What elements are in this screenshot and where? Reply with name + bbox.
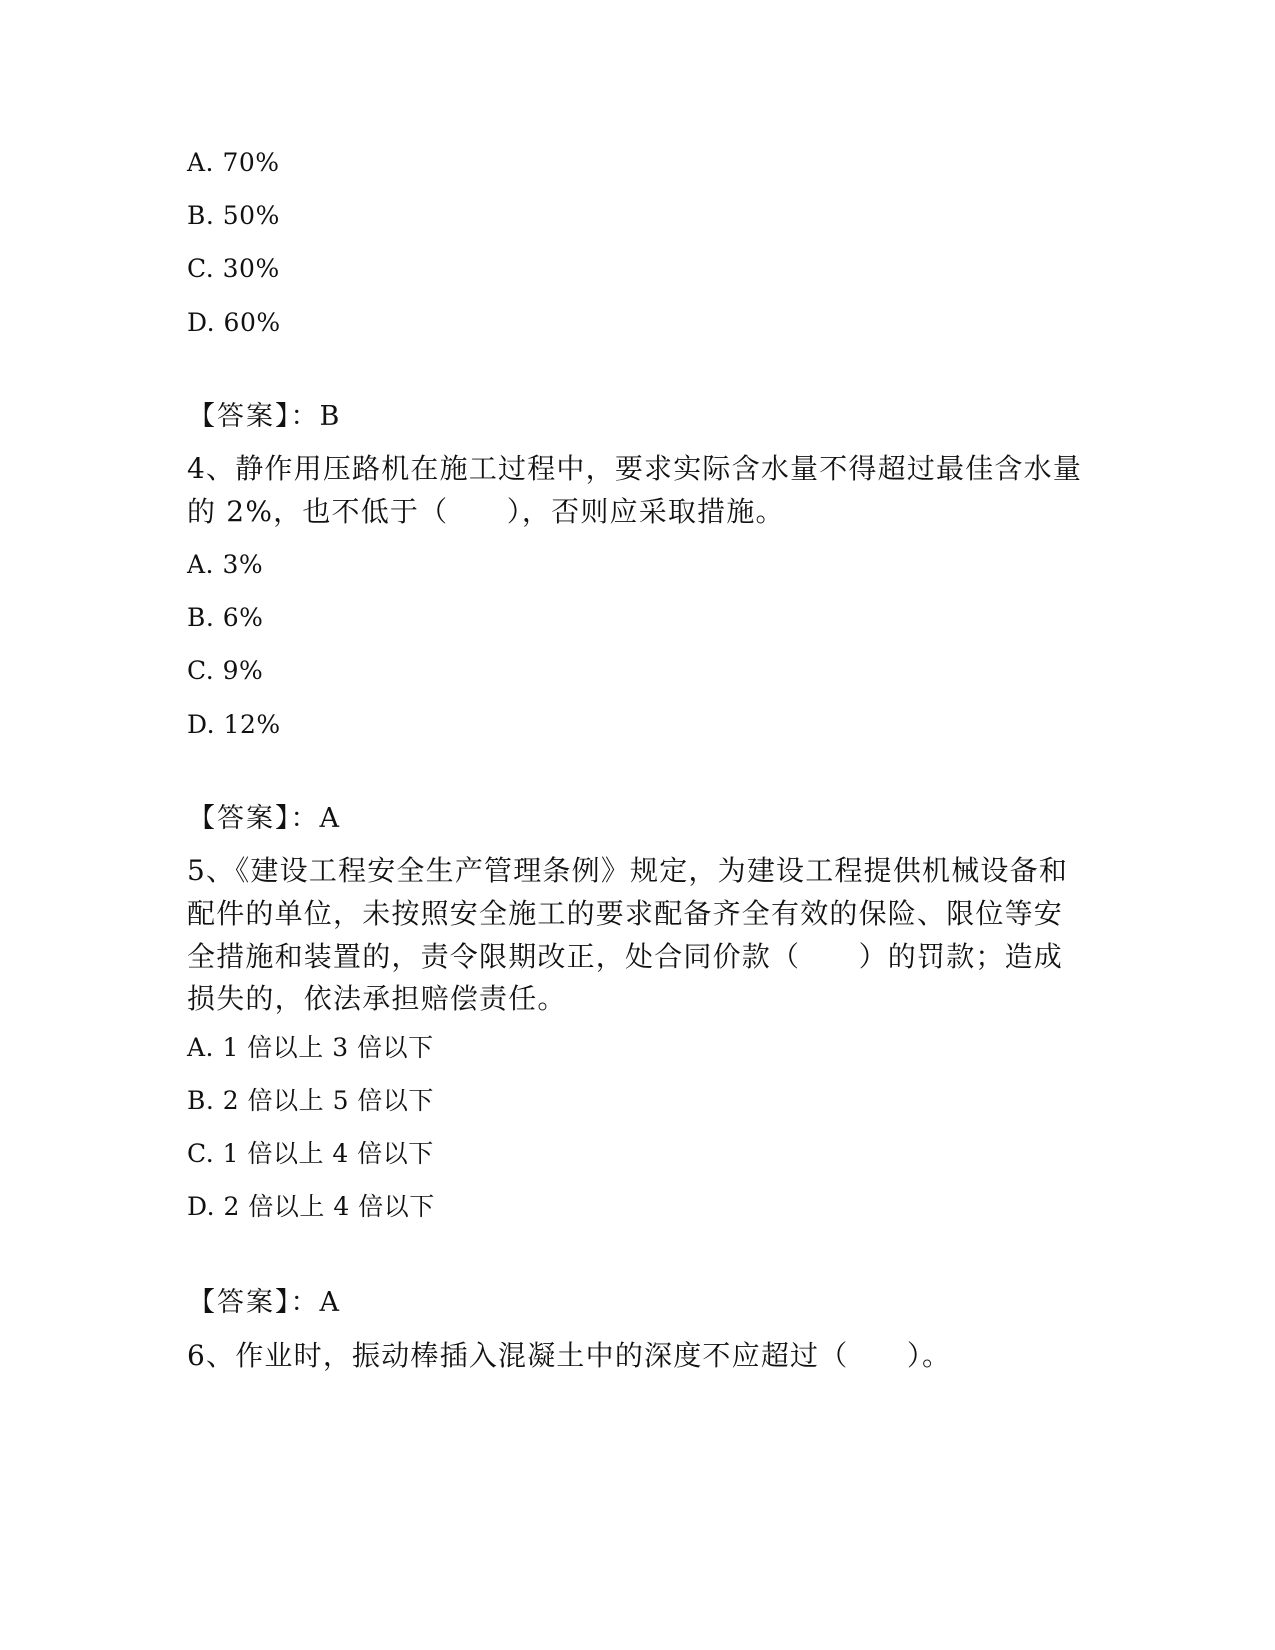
q5-option-c: C. 1 倍以上 4 倍以下 — [187, 1139, 434, 1168]
q4-option-d: D. 12% — [187, 710, 281, 739]
q6-text-line-1: 6、作业时，振动棒插入混凝土中的深度不应超过（ ）。 — [187, 1339, 952, 1372]
q5-answer: 【答案】：A — [188, 1287, 341, 1318]
q4-option-a: A. 3% — [187, 550, 264, 579]
q5-option-d: D. 2 倍以上 4 倍以下 — [187, 1192, 435, 1221]
q4-answer: 【答案】：A — [188, 803, 341, 834]
q3-option-d: D. 60% — [187, 308, 281, 337]
q3-answer: 【答案】：B — [188, 401, 342, 432]
q5-text-line-4: 损失的，依法承担赔偿责任。 — [187, 982, 567, 1015]
q4-option-c: C. 9% — [187, 656, 264, 685]
q4-text-line-1: 4、静作用压路机在施工过程中，要求实际含水量不得超过最佳含水量 — [187, 452, 1083, 485]
q5-text-line-2: 配件的单位，未按照安全施工的要求配备齐全有效的保险、限位等安 — [187, 897, 1064, 930]
q3-option-a: A. 70% — [187, 148, 280, 177]
q4-option-b: B. 6% — [187, 603, 264, 632]
q5-option-b: B. 2 倍以上 5 倍以下 — [187, 1086, 434, 1115]
q5-option-a: A. 1 倍以上 3 倍以下 — [187, 1033, 434, 1062]
q3-option-b: B. 50% — [187, 201, 280, 230]
q5-text-line-1: 5、《建设工程安全生产管理条例》规定，为建设工程提供机械设备和 — [187, 854, 1069, 887]
q4-text-line-2: 的 2%，也不低于（ ），否则应采取措施。 — [187, 495, 785, 528]
q3-option-c: C. 30% — [187, 254, 280, 283]
q5-text-line-3: 全措施和装置的，责令限期改正，处合同价款（ ）的罚款；造成 — [187, 940, 1064, 973]
